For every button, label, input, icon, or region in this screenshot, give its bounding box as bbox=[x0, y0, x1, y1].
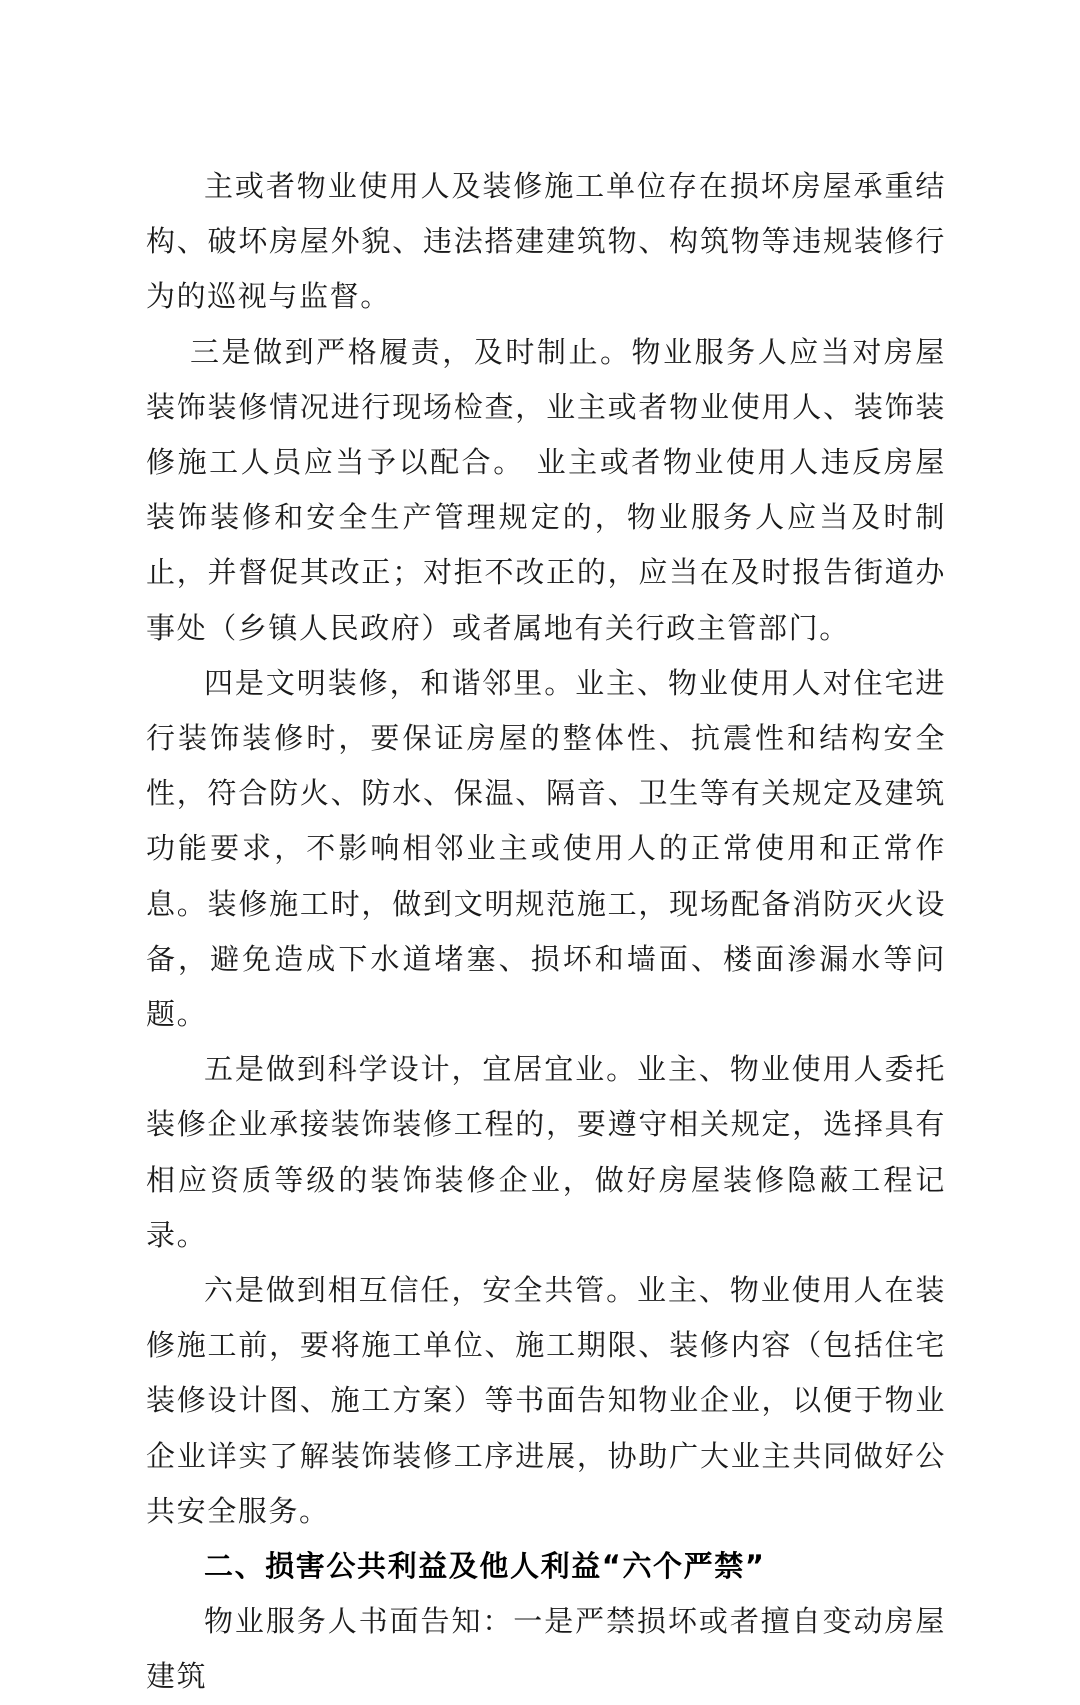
section-heading: 二、损害公共利益及他人利益“六个严禁” bbox=[204, 1549, 766, 1584]
document-body bbox=[146, 159, 946, 1705]
paragraph-item-four: 四是文明装修，和谐邻里。业主、物业使用人对住宅进行装饰装修时，要保证房屋的整体性、抗震性和结构安全性，符合防火、防水、保温、隔音、卫生等有关规定及建筑功能要求，不影响相邻业主或使用人的正常使用和正常作息。装修施工时，做到文明规范施工，现场配备消防灭火设备，避免造成下水道堵塞、损坏和墙面、楼面渗漏水等问题。 bbox=[146, 665, 946, 1032]
paragraph-item-six: 六是做到相互信任，安全共管。业主、物业使用人在装修施工前，要将施工单位、施工期限、装修内容（包括住宅装修设计图、施工方案）等书面告知物业企业，以便于物业企业详实了解装饰装修工序进展，协助广大业主共同做好公共安全服务。 bbox=[146, 1273, 946, 1528]
paragraph-item-three: 三是做到严格履责，及时制止。物业服务人应当对房屋装饰装修情况进行现场检查，业主或者物业使用人、装饰装修施工人员应当予以配合。 业主或者物业使用人违反房屋装饰装修和安全生产管理规定的，物业服务人应当及时制止，并督促其改正；对拒不改正的，应当在及时报告街道办事处（乡镇人民政府）或者属地有关行政主管部门。 bbox=[146, 334, 946, 645]
paragraph-continuation: 主或者物业使用人及装修施工单位存在损坏房屋承重结构、破坏房屋外貌、违法搭建建筑物、构筑物等违规装修行为的巡视与监督。 bbox=[146, 169, 946, 314]
paragraph-item-five: 五是做到科学设计，宜居宜业。业主、物业使用人委托装修企业承接装饰装修工程的，要遵守相关规定，选择具有相应资质等级的装饰装修企业，做好房屋装修隐蔽工程记录。 bbox=[146, 1052, 946, 1252]
paragraph-notice: 物业服务人书面告知：一是严禁损坏或者擅自变动房屋建筑 bbox=[146, 1604, 946, 1694]
